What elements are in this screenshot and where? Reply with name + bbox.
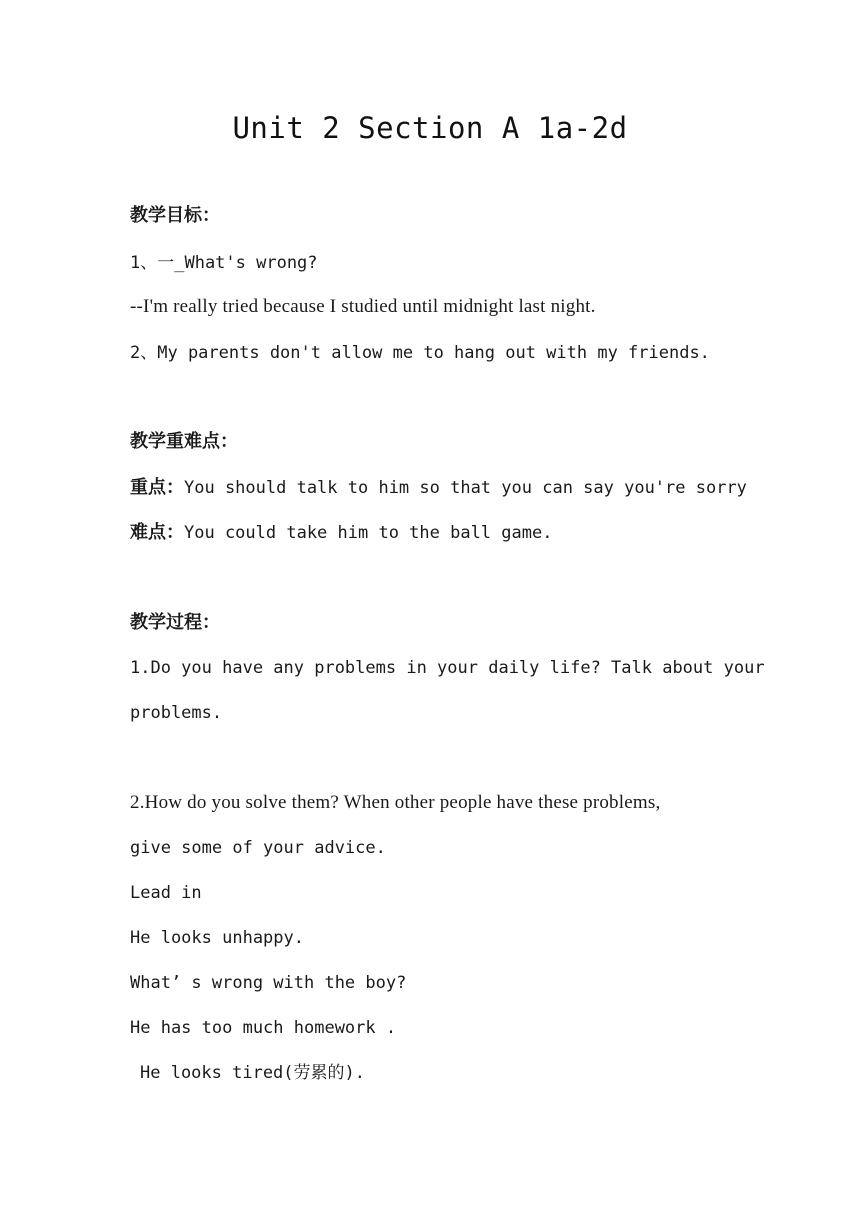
objective-item-2: 2、My parents don't allow me to hang out with my friends. (130, 343, 710, 363)
focus-label: 重点： (130, 477, 184, 498)
key-points-heading: 教学重难点： (130, 431, 238, 452)
objectives-heading: 教学目标： (130, 205, 220, 226)
sentence-unhappy: He looks unhappy. (130, 928, 304, 948)
lead-in-label: Lead in (130, 883, 202, 903)
document-title: Unit 2 Section A 1a-2d (232, 111, 628, 145)
process-step-2-line-1: 2.How do you solve them? When other people have these problems, (130, 792, 661, 813)
sentence-tired: He looks tired(劳累的). (140, 1063, 365, 1083)
objective-item-1: 1、一_What's wrong? (130, 253, 318, 273)
process-step-2-line-2: give some of your advice. (130, 838, 386, 858)
difficulty-text: You could take him to the ball game. (184, 523, 553, 543)
process-step-1-line-2: problems. (130, 703, 223, 723)
sentence-whats-wrong: What’ s wrong with the boy? (130, 973, 407, 993)
process-step-1-line-1: 1.Do you have any problems in your daily life? Talk about your (130, 658, 765, 678)
process-heading: 教学过程： (130, 612, 220, 633)
difficulty-label: 难点： (130, 522, 184, 543)
sentence-homework: He has too much homework . (130, 1018, 397, 1038)
objective-item-1-reply: --I'm really tried because I studied until midnight last night. (130, 296, 596, 317)
focus-line (130, 475, 747, 501)
difficulty-line (130, 520, 740, 546)
focus-text: You should talk to him so that you can say you're sorry (184, 478, 747, 498)
